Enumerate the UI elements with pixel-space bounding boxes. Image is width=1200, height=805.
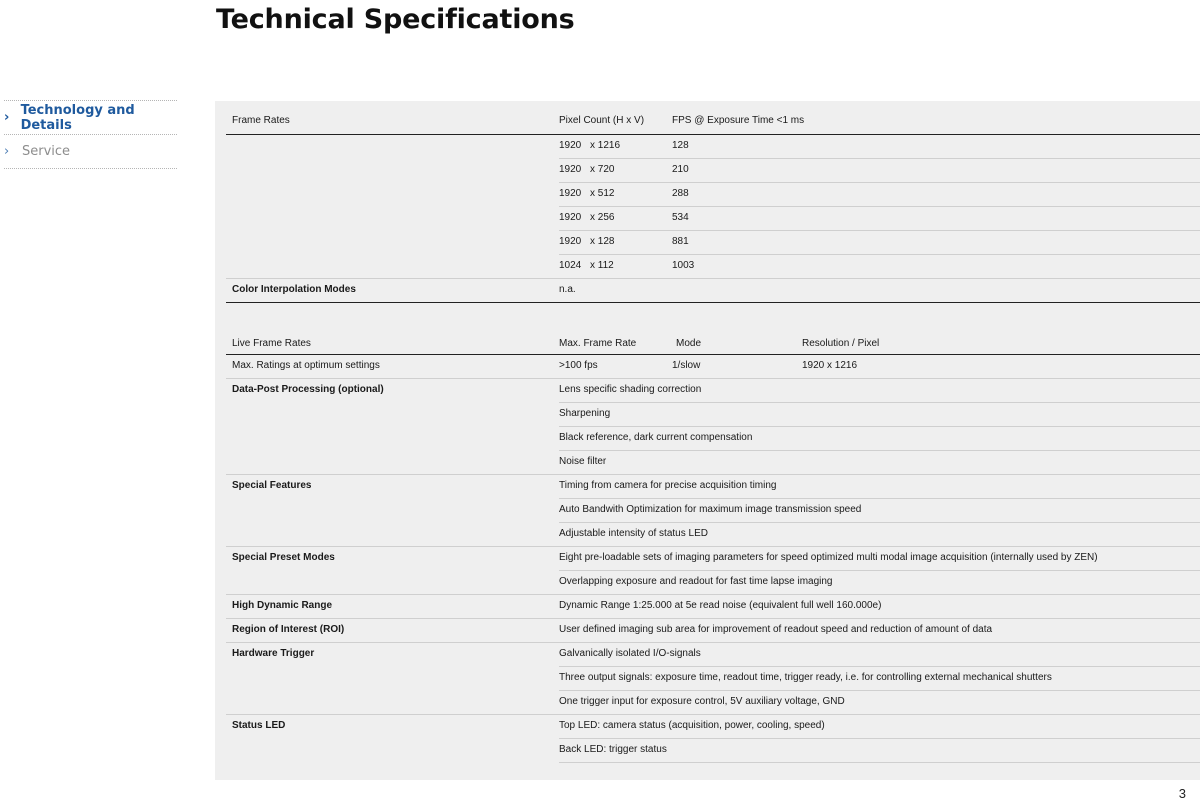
spec-section-label: Status LED [232, 720, 286, 731]
page-title: Technical Specifications [216, 4, 575, 35]
max-ratings-rate: >100 fps [559, 360, 598, 371]
spec-row [215, 450, 1200, 474]
pixel-count-v: x 512 [590, 188, 615, 199]
chevron-right-icon: › [4, 110, 10, 125]
spec-section-label: Special Preset Modes [232, 552, 335, 563]
spec-value: One trigger input for exposure control, 5V auxiliary voltage, GND [559, 696, 845, 707]
nav-item-service[interactable] [4, 135, 177, 169]
spec-row [215, 714, 1200, 738]
spec-value: Timing from camera for precise acquisition timing [559, 480, 777, 491]
spec-value: Black reference, dark current compensation [559, 432, 753, 443]
spec-value: Back LED: trigger status [559, 744, 667, 755]
row-divider [559, 762, 1200, 763]
nav-item-label: Technology and Details [20, 102, 135, 133]
pixel-count-h: 1024 [559, 260, 582, 271]
spec-section-label: High Dynamic Range [232, 600, 333, 611]
spec-section-label: Data-Post Processing (optional) [232, 384, 384, 395]
spec-row [215, 522, 1200, 546]
spec-value: Auto Bandwith Optimization for maximum image transmission speed [559, 504, 862, 515]
spec-value: Galvanically isolated I/O-signals [559, 648, 701, 659]
spec-value: Sharpening [559, 408, 611, 419]
fps-value: 534 [672, 212, 689, 223]
pixel-count-h: 1920 [559, 212, 582, 223]
pixel-count-h: 1920 [559, 236, 582, 247]
frame-rate-row [215, 158, 1200, 182]
spec-row [215, 426, 1200, 450]
pixel-count-v: x 128 [590, 236, 615, 247]
page-number: 3 [1178, 786, 1186, 801]
frame-rates-heading: Frame Rates [232, 115, 290, 126]
spec-value: Dynamic Range 1:25.000 at 5e read noise (equivalent full well 160.000e) [559, 600, 882, 611]
spec-value: Adjustable intensity of status LED [559, 528, 708, 539]
spec-value: Three output signals: exposure time, readout time, trigger ready, i.e. for controlling external mechanical shutters [559, 672, 1052, 683]
spec-value: Top LED: camera status (acquisition, power, cooling, speed) [559, 720, 825, 731]
spec-value: Lens specific shading correction [559, 384, 702, 395]
specifications-panel [215, 101, 1200, 780]
frame-rate-row [215, 182, 1200, 206]
pixel-count-column-header: Pixel Count (H x V) [559, 115, 645, 126]
color-interpolation-row [215, 278, 1200, 302]
live-frame-rates-header-row [215, 332, 1200, 356]
fps-value: 881 [672, 236, 689, 247]
spec-section-label: Hardware Trigger [232, 648, 315, 659]
nav-item-technology-and-details[interactable] [4, 101, 177, 135]
pixel-count-h: 1920 [559, 164, 582, 175]
pixel-count-v: x 256 [590, 212, 615, 223]
spec-value: Overlapping exposure and readout for fast time lapse imaging [559, 576, 833, 587]
spec-row [215, 642, 1200, 666]
nav-item-label: Service [22, 144, 71, 159]
frame-rate-row [215, 206, 1200, 230]
pixel-count-h: 1920 [559, 140, 582, 151]
spec-section-label: Special Features [232, 480, 312, 491]
spec-row [215, 594, 1200, 618]
spec-row [215, 570, 1200, 594]
max-ratings-mode: 1/slow [672, 360, 701, 371]
fps-column-header: FPS @ Exposure Time <1 ms [672, 115, 805, 126]
spec-row [215, 474, 1200, 498]
resolution-column-header: Resolution / Pixel [802, 338, 880, 349]
fps-value: 288 [672, 188, 689, 199]
max-frame-rate-column-header: Max. Frame Rate [559, 338, 637, 349]
fps-value: 210 [672, 164, 689, 175]
spec-row [215, 618, 1200, 642]
spec-row [215, 738, 1200, 762]
spec-value: Noise filter [559, 456, 607, 467]
mode-column-header: Mode [676, 338, 702, 349]
frame-rates-header-row [215, 109, 1200, 133]
spec-row [215, 378, 1200, 402]
spec-value: User defined imaging sub area for improvement of readout speed and reduction of amount of data [559, 624, 993, 635]
live-frame-rates-heading: Live Frame Rates [232, 338, 311, 349]
spec-row [215, 690, 1200, 714]
section-divider [226, 302, 1200, 303]
pixel-count-v: x 720 [590, 164, 615, 175]
pixel-count-v: x 112 [590, 260, 614, 271]
spec-row [215, 498, 1200, 522]
pixel-count-h: 1920 [559, 188, 582, 199]
side-navigation [4, 100, 177, 169]
max-ratings-label: Max. Ratings at optimum settings [232, 360, 380, 371]
frame-rate-row [215, 254, 1200, 278]
spec-row [215, 666, 1200, 690]
frame-rate-row [215, 134, 1200, 158]
spec-row [215, 546, 1200, 570]
fps-value: 128 [672, 140, 689, 151]
pixel-count-v: x 1216 [590, 140, 621, 151]
color-interpolation-label: Color Interpolation Modes [232, 284, 356, 295]
max-ratings-row [215, 354, 1200, 378]
spec-row [215, 402, 1200, 426]
spec-section-label: Region of Interest (ROI) [232, 624, 345, 635]
chevron-right-icon: › [4, 144, 10, 159]
color-interpolation-value: n.a. [559, 284, 576, 295]
spec-value: Eight pre-loadable sets of imaging parameters for speed optimized multi modal image acquisition (internally used by ZEN) [559, 552, 1098, 563]
max-ratings-resolution: 1920 x 1216 [802, 360, 858, 371]
frame-rate-row [215, 230, 1200, 254]
fps-value: 1003 [672, 260, 695, 271]
